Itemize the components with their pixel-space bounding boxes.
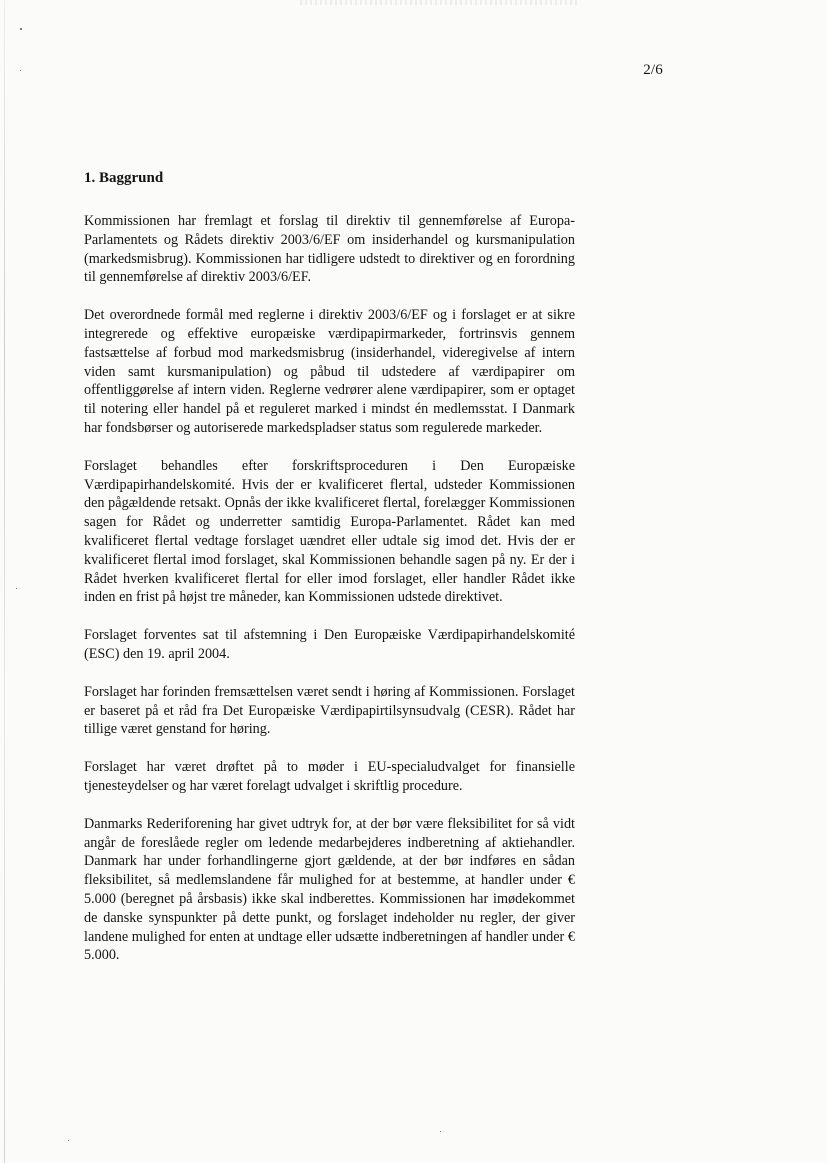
scan-speck (16, 588, 17, 589)
document-body (84, 168, 575, 984)
paragraph: Det overordnede formål med reglerne i direktiv 2003/6/EF og i forslaget er at sikre integrerede og effektive europæiske værdipapirmarkeder, fortrinsvis gennem fastsættelse af forbud mod markedsmisbrug (insiderhandel, videregivelse af intern viden samt kursmanipulation) og påbud til udstedere af værdipapirer om offentliggørelse af intern viden. Reglerne vedrører alene værdipapirer, som er optaget til notering eller handel på et reguleret marked i mindst én medlemsstat. I Danmark har fondsbørser og autoriserede markedspladser status som regulerede markeder. (84, 307, 575, 436)
section-heading: 1. Baggrund (84, 170, 164, 186)
scan-smudge (300, 0, 580, 5)
paragraph: Forslaget behandles efter forskriftsproceduren i Den Europæiske Værdipapirhandelskomité. Hvis der er kvalificeret flertal, udsteder Kommissionen den pågældende retsakt. Opnås der ikke kvalificeret flertal, forelægger Kommissionen sagen for Rådet og underretter samtidig Europa-Parlamentet. Rådet kan med kvalificeret flertal vedtage forslaget uændret eller udtale sig imod det. Hvis der er kvalificeret flertal imod forslaget, skal Kommissionen behandle sagen på ny. Er der i Rådet hverken kvalificeret flertal for eller imod forslaget, eller handler Rådet ikke inden en frist på højst tre måneder, kan Kommissionen udstede direktivet. (84, 457, 575, 606)
paragraph: Danmarks Rederiforening har givet udtryk for, at der bør være fleksibilitet for så vidt angår de foreslåede regler om ledende medarbejderes indberetning af aktiehandler. Danmark har under forhandlingerne gjort gældende, at der bør indføres en sådan fleksibilitet, så medlemslandene får mulighed for at bestemme, at handler under € 5.000 (beregnet på årsbasis) ikke skal indberettes. Kommissionen har imødekommet de danske synspunkter på dette punkt, og forslaget indeholder nu regler, der giver landene mulighed for enten at undtage eller udsætte indberetningen af handler under € 5.000. (84, 815, 575, 964)
paragraph: Kommissionen har fremlagt et forslag til direktiv til gennemførelse af Europa-Parlamentets og Rådets direktiv 2003/6/EF om insiderhandel og kursmanipulation (markedsmisbrug). Kommissionen har tidligere udstedt to direktiver og en forordning til gennemførelse af direktiv 2003/6/EF. (84, 213, 575, 286)
paragraph: Forslaget har været drøftet på to møder i EU-specialudvalget for finansielle tjenesteydelser og har været forelagt udvalget i skriftlig procedure. (84, 759, 575, 794)
scan-edge-shadow (4, 0, 5, 1163)
paragraph: Forslaget forventes sat til afstemning i Den Europæiske Værdipapirhandelskomité (ESC) den 19. april 2004. (84, 627, 575, 662)
paragraph: Forslaget har forinden fremsættelsen været sendt i høring af Kommissionen. Forslaget er baseret på et råd fra Det Europæiske Værdipapirtilsynsudvalg (CESR). Rådet har tillige været genstand for høring. (84, 683, 575, 738)
scan-speck (20, 28, 22, 30)
page-number: 2/6 (643, 62, 663, 78)
scan-speck (440, 1131, 441, 1132)
scan-speck (20, 70, 21, 71)
scan-speck (68, 1140, 69, 1141)
